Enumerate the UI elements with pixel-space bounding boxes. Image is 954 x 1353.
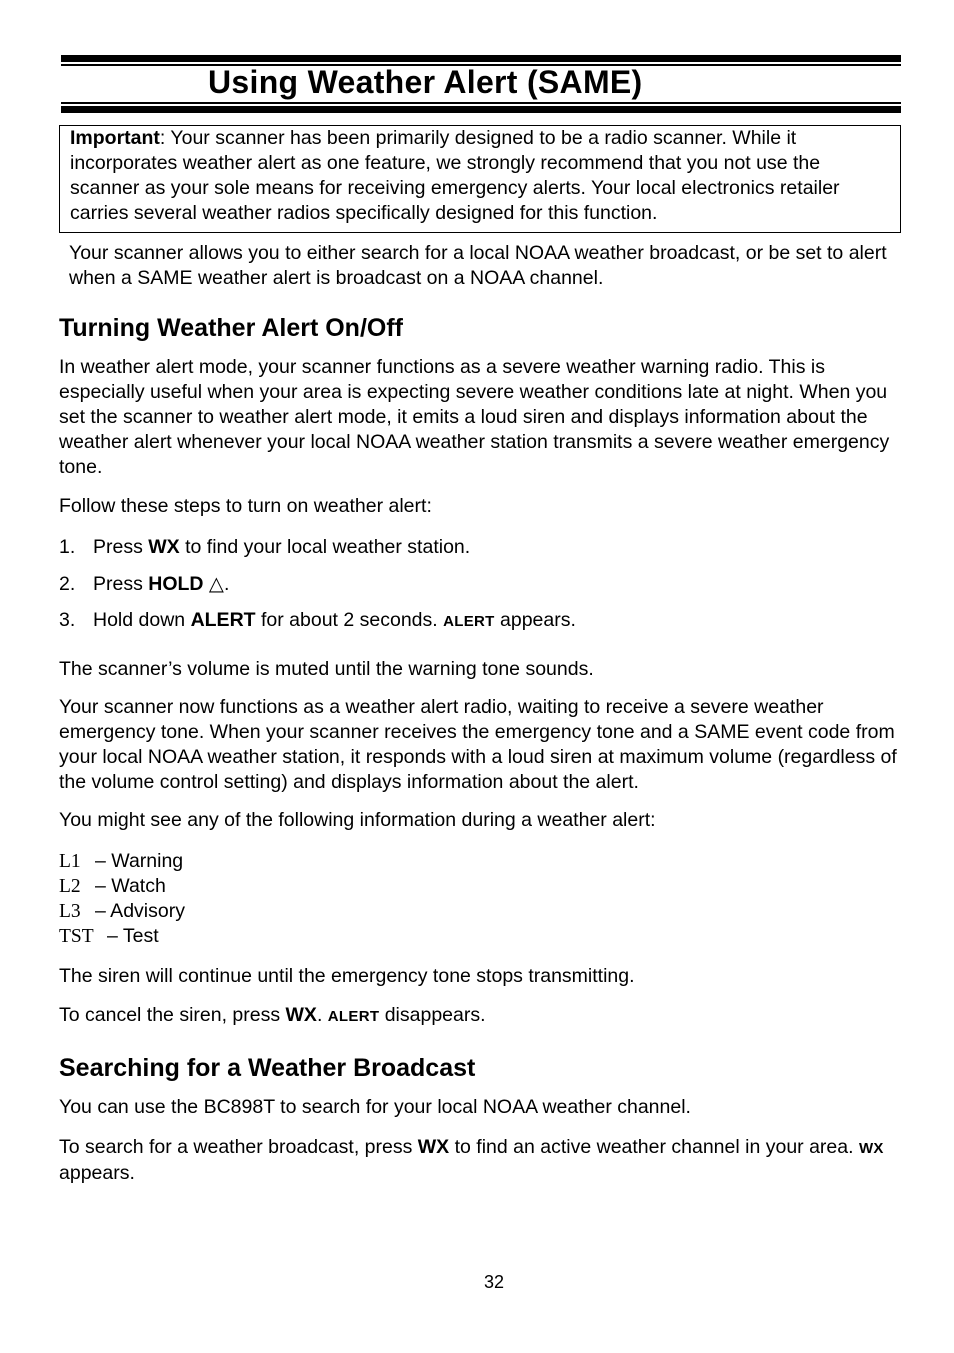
title-rule-bottom: [61, 106, 901, 113]
step-text: Press: [93, 573, 149, 595]
section1-paragraph-7: [59, 1003, 901, 1029]
step-number: 1.: [59, 536, 76, 558]
section-heading-weather-alert: Turning Weather Alert On/Off: [59, 314, 403, 342]
intro-paragraph: Your scanner allows you to either search for a local NOAA weather broadcast, or be set to alert when a SAME weather alert is broadcast on a NOAA channel.: [69, 242, 887, 289]
step-text: appears.: [494, 609, 576, 631]
display-alert-indicator: ALERT: [443, 613, 495, 630]
level-text: – Test: [107, 925, 159, 947]
level-item-l1: [59, 849, 183, 874]
section1-paragraph-4: Your scanner now functions as a weather alert radio, waiting to receive a severe weather emergency tone. When your scanner receives the emergency tone and a SAME event code from your local NOAA weather station, it responds with a loud siren at maximum volume (regardless of the volume control setting) and displays information about the alert.: [59, 696, 897, 793]
level-text: – Watch: [95, 875, 166, 897]
step-text: for about 2 seconds.: [255, 609, 444, 631]
level-code: L2: [59, 876, 81, 897]
key-wx: WX: [148, 536, 180, 558]
step-text: .: [223, 573, 230, 595]
step-text: to find your local weather station.: [179, 536, 471, 558]
step-2: [59, 572, 229, 597]
level-code: L1: [59, 851, 81, 872]
key-wx: WX: [285, 1004, 317, 1026]
section2-paragraph-1: You can use the BC898T to search for your local NOAA weather channel.: [59, 1096, 691, 1118]
level-code: L3: [59, 901, 81, 922]
section1-paragraph-3: The scanner’s volume is muted until the warning tone sounds.: [59, 658, 594, 680]
section1-paragraph-1: In weather alert mode, your scanner functions as a severe weather warning radio. This is especially useful when your area is expecting severe weather conditions late at night. When you set the scanner to weather alert mode, it emits a loud siren and displays information about the weather alert whenever your local NOAA weather station transmits a severe weather emergency tone.: [59, 356, 890, 478]
important-text: : Your scanner has been primarily designed to be a radio scanner. While it incorporates weather alert as one feature, we strongly recommend that you not use the scanner as your sole means for receiving emergency alerts. Your local electronics retailer carries several weather radios specifically designed for this function.: [70, 127, 840, 224]
step-text: Hold down: [93, 609, 191, 631]
section1-paragraph-2: Follow these steps to turn on weather alert:: [59, 495, 432, 517]
level-text: – Warning: [95, 850, 184, 872]
level-item-l2: [59, 874, 166, 899]
display-alert-indicator: ALERT: [327, 1008, 380, 1025]
important-notice: [59, 125, 901, 233]
step-3: [59, 608, 576, 634]
section1-paragraph-6: The siren will continue until the emergency tone stops transmitting.: [59, 965, 635, 987]
title-rule-bottom-thin: [61, 102, 901, 104]
section2-paragraph-2: [59, 1135, 901, 1186]
title-rule-top: [61, 55, 901, 62]
page-number: 32: [484, 1272, 505, 1292]
key-wx: WX: [417, 1136, 450, 1158]
triangle-icon: △: [203, 573, 224, 595]
step-number: 2.: [59, 573, 76, 595]
paragraph-text: appears.: [59, 1162, 135, 1184]
level-item-tst: [59, 924, 159, 949]
paragraph-text: disappears.: [379, 1004, 486, 1026]
key-alert: ALERT: [190, 609, 256, 631]
paragraph-text: To search for a weather broadcast, press: [59, 1136, 418, 1158]
section-heading-weather-broadcast: Searching for a Weather Broadcast: [59, 1054, 476, 1082]
page-title: Using Weather Alert (SAME): [208, 64, 643, 100]
display-wx-indicator: WX: [858, 1140, 884, 1157]
paragraph-text: .: [316, 1004, 328, 1026]
paragraph-text: To cancel the siren, press: [59, 1004, 286, 1026]
important-label: Important: [70, 127, 160, 149]
level-code: TST: [59, 926, 94, 947]
step-text: Press: [93, 536, 149, 558]
step-number: 3.: [59, 609, 76, 631]
section1-paragraph-5: You might see any of the following information during a weather alert:: [59, 809, 656, 831]
key-hold: HOLD: [148, 573, 204, 595]
paragraph-text: to find an active weather channel in your area.: [449, 1136, 859, 1158]
step-1: [59, 535, 470, 560]
level-text: – Advisory: [95, 900, 185, 922]
level-item-l3: [59, 899, 185, 924]
